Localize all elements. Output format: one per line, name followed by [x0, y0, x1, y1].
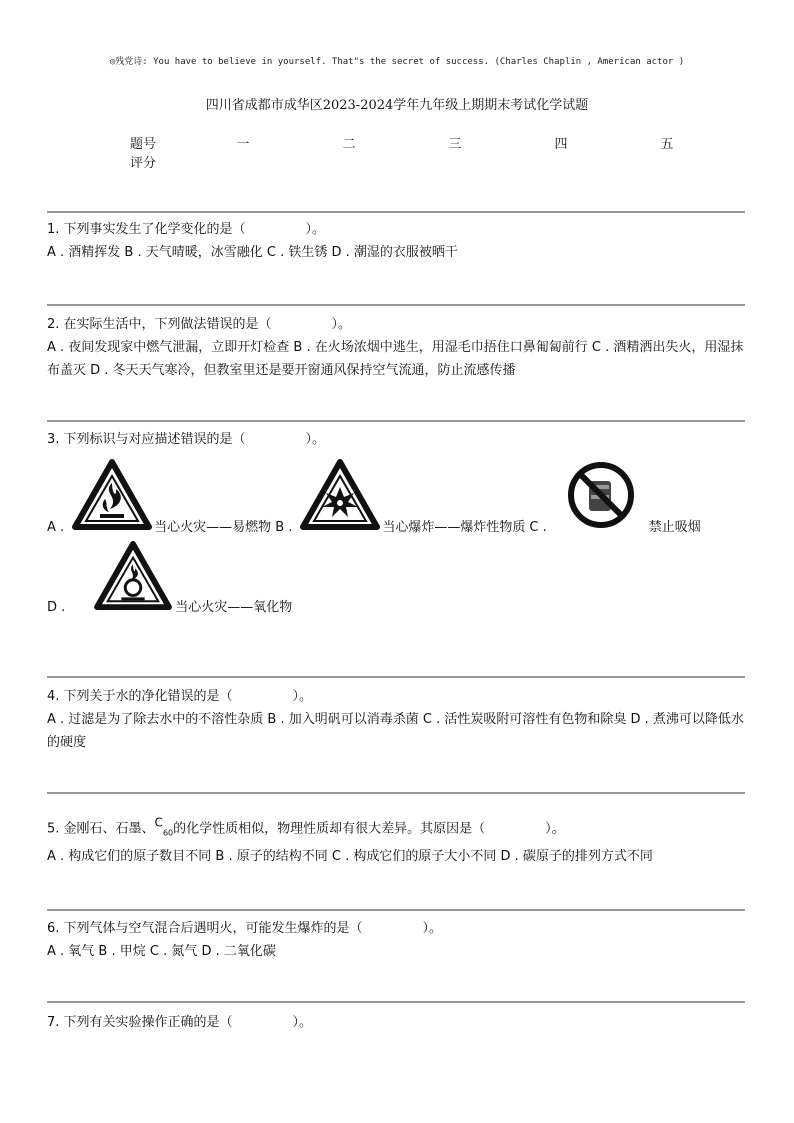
- oxidizer-warning-icon: [93, 541, 173, 619]
- question-options: A . 氧气 B . 甲烷 C . 氮气 D . 二氧化碳: [47, 944, 276, 959]
- no-smoking-icon: [563, 459, 639, 539]
- score-col: 三: [448, 137, 462, 152]
- question-stem: 6. 下列气体与空气混合后遇明火，可能发生爆炸的是（: [47, 921, 363, 936]
- option-caption: 当心火灾——易燃物: [154, 520, 272, 535]
- score-row-question-number: [130, 133, 720, 152]
- formula-letter: C: [154, 816, 163, 830]
- divider: [47, 792, 745, 794]
- divider: [47, 676, 745, 678]
- question-stem: 3. 下列标识与对应描述错误的是（: [47, 432, 246, 447]
- question-7: [47, 1011, 745, 1034]
- question-stem: 5. 金刚石、石墨、: [47, 821, 155, 837]
- question-options: A . 酒精挥发 B . 天气晴暖，冰雪融化 C . 铁生锈 D . 潮湿的衣服被晒干: [47, 245, 458, 260]
- sign-options-row-1: [47, 451, 745, 539]
- question-3: [47, 428, 745, 619]
- question-stem-end: ）。: [305, 432, 326, 447]
- option-caption: 当心火灾——氧化物: [175, 600, 293, 615]
- question-stem-end: ）。: [331, 317, 352, 332]
- divider: [47, 909, 745, 911]
- question-options: A . 过滤是为了除去水中的不溶性杂质 B . 加入明矾可以消毒杀菌 C . 活性炭吸附可溶性有色物和除臭 D . 煮沸可以降低水的硬度: [47, 712, 744, 750]
- score-row-score: [130, 152, 720, 171]
- question-stem: 2. 在实际生活中，下列做法错误的是（: [47, 317, 272, 332]
- flammable-warning-icon: [72, 459, 152, 539]
- question-stem: 1. 下列事实发生了化学变化的是（: [47, 222, 246, 237]
- c60-formula: [154, 816, 174, 838]
- motto: ◎残党诗: You have to believe in yourself. That"s the secret of success. (Charles Chaplin , American actor ): [109, 57, 685, 67]
- option-caption: 禁止吸烟: [648, 520, 701, 535]
- option-label: B .: [275, 520, 293, 535]
- question-stem-cont: 的化学性质相似，物理性质却有很大差异。其原因是（: [173, 821, 486, 837]
- question-5: [47, 812, 745, 868]
- divider: [47, 1001, 745, 1003]
- page-title: 四川省成都市成华区2023-2024学年九年级上期期末考试化学试题: [205, 98, 589, 113]
- explosive-warning-icon: [300, 459, 380, 539]
- option-label: A .: [47, 520, 65, 535]
- question-stem: 7. 下列有关实验操作正确的是（: [47, 1015, 233, 1030]
- option-caption: 当心爆炸——爆炸性物质: [382, 520, 526, 535]
- question-options: A . 构成它们的原子数目不同 B . 原子的结构不同 C . 构成它们的原子大小不同 D . 碳原子的排列方式不同: [47, 848, 653, 864]
- question-stem-end: ）。: [545, 821, 565, 837]
- formula-subscript: 60: [162, 828, 174, 838]
- option-label: D .: [47, 600, 66, 615]
- question-stem-end: ）。: [292, 689, 313, 704]
- sign-options-row-2: [47, 539, 745, 619]
- question-4: [47, 685, 745, 754]
- question-stem-end: ）。: [305, 222, 326, 237]
- divider: [47, 304, 745, 306]
- score-row-label: 评分: [130, 156, 157, 171]
- score-col: 一: [236, 137, 250, 152]
- score-row-label: 题号: [130, 137, 157, 152]
- score-col: 四: [554, 137, 568, 152]
- question-stem-end: ）。: [292, 1015, 313, 1030]
- divider: [47, 420, 745, 422]
- score-col: 五: [660, 137, 674, 152]
- question-6: [47, 917, 745, 963]
- question-stem-end: ）。: [422, 921, 443, 936]
- question-1: [47, 218, 745, 264]
- question-stem: 4. 下列关于水的净化错误的是（: [47, 689, 233, 704]
- question-2: [47, 313, 745, 382]
- question-options: A . 夜间发现家中燃气泄漏，立即开灯检查 B . 在火场浓烟中逃生，用湿毛巾捂住口鼻匍匐前行 C . 酒精洒出失火，用湿抹布盖灭 D . 冬天天气寒冷，但教室里还是要开窗通风保持空气流通，防止流感传播: [47, 340, 744, 378]
- option-label: C .: [529, 520, 547, 535]
- score-col: 二: [342, 137, 356, 152]
- score-table: [130, 133, 720, 171]
- divider: [47, 211, 745, 213]
